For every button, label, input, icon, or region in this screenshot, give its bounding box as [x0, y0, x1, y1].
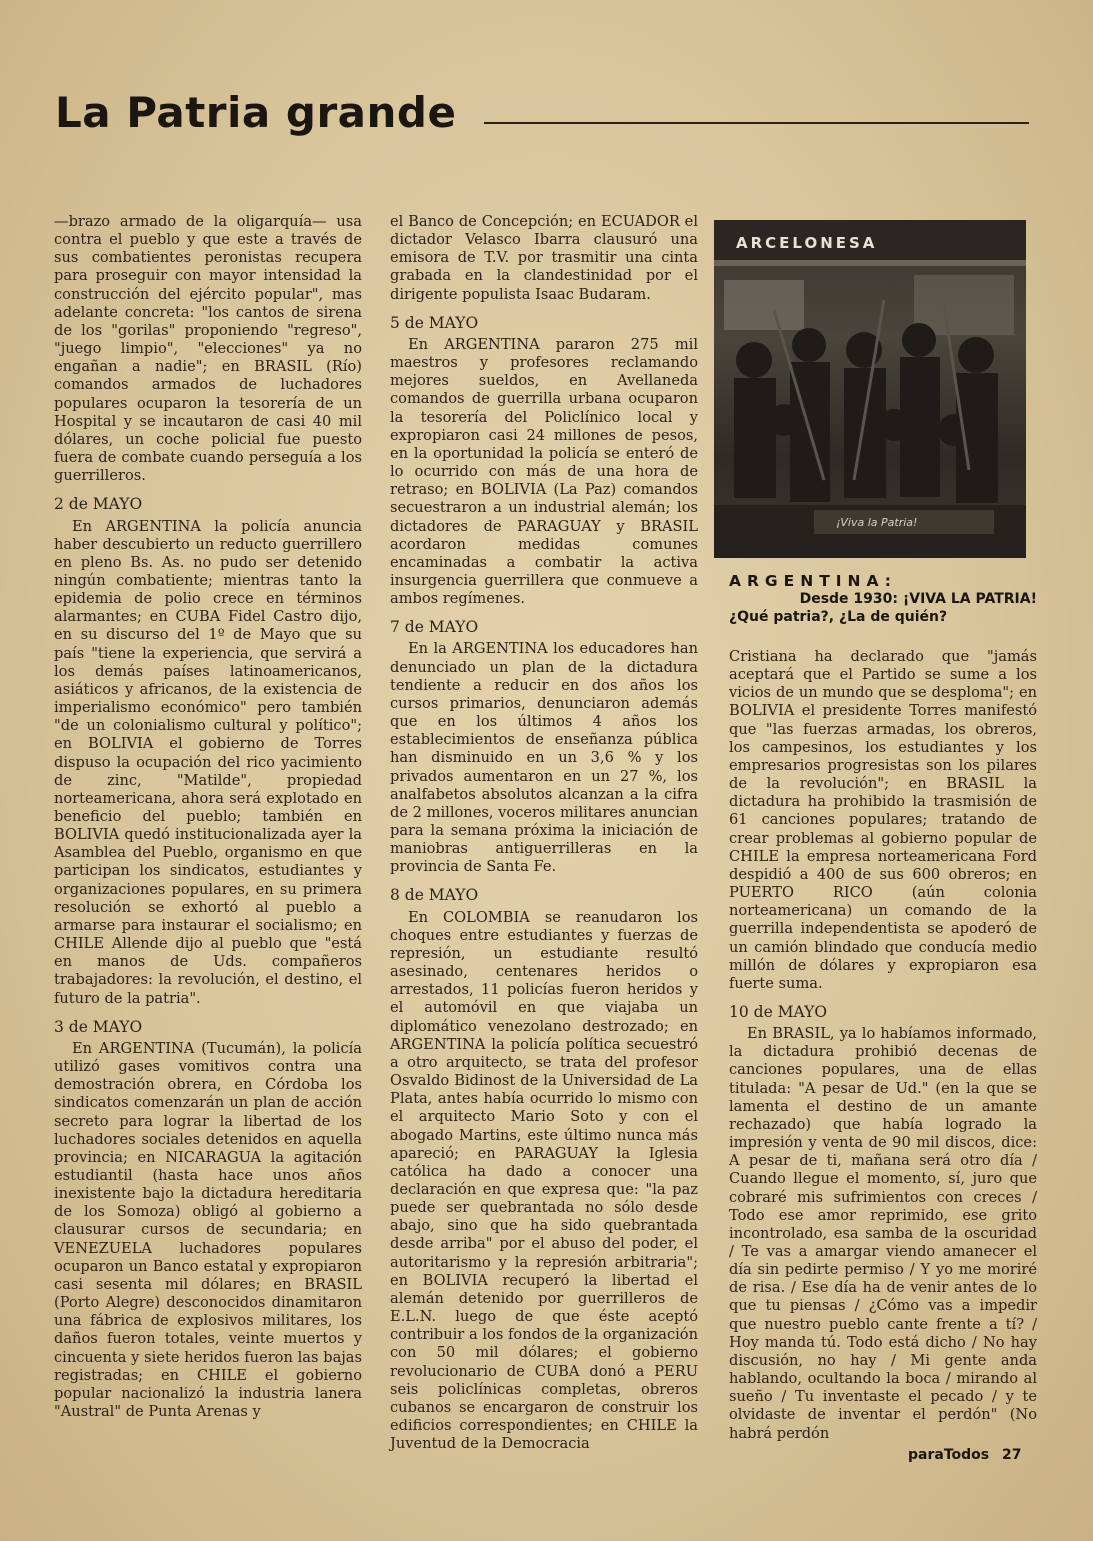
paragraph: Cristiana ha declarado que "jamás aceptará que el Partido se sume a los vicios de un mundo que se desploma"; en BOLIVIA el presidente Torres manifestó que "las fuerzas armadas, los obreros, los campesinos, los estudiantes y los empresarios progresistas son los pilares de la revolución"; en BRASIL la dictadura ha prohibido la trasmisión de 61 canciones populares; tratando de crear problemas al gobierno popular de CHILE la empresa norteamericana Ford despidió a 400 de sus 600 obreros; en PUERTO RICO (aún colonia norteamericana) un comando de la guerrilla independentista se apoderó de un camión blindado que conducía medio millón de dólares y expropiaron esa fuerte suma. [729, 648, 1037, 992]
magazine-name: paraTodos [908, 1447, 990, 1463]
news-photo [714, 220, 1026, 558]
article-column-1 [54, 213, 362, 1421]
photo-banner-text: ¡Viva la Patria! [836, 516, 918, 529]
paragraph: En ARGENTINA (Tucumán), la policía utilizó gases vomitivos contra una demostración obrera, en Córdoba los sindicatos comenzarán un plan de acción secreto para lograr la libertad de los luchadores sociales detenidos en aquella provincia; en NICARAGUA la agitación estudiantil (hasta hace unos años inexistente bajo la dictadura hereditaria de los Somoza) obligó al gobierno a clausurar cursos de secundaria; en VENEZUELA luchadores populares ocuparon un Banco estatal y expropiaron casi sesenta mil dólares; en BRASIL (Porto Alegre) desconocidos dinamitaron una fábrica de explosivos militares, los daños fueron totales, veinte muertos y cincuenta y siete heridos fueron las bajas registradas; en CHILE el gobierno popular nacionalizó la industria lanera "Austral" de Punta Arenas y [54, 1039, 362, 1420]
date-heading: 3 de MAYO [54, 1017, 143, 1036]
photo-sign-text: ARCELONESA [736, 234, 878, 252]
date-heading: 5 de MAYO [390, 313, 479, 332]
paragraph: En ARGENTINA la policía anuncia haber descubierto un reducto guerrillero en pleno Bs. As. no pudo ser detenido ningún combatiente; mientras tanto la epidemia de polio crece en términos alarmantes; en CUBA Fidel Castro dijo, en su discurso del 1º de Mayo que su país "tiene la experiencia, que servirá a los demás países latinoamericanos, asiáticos y africanos, de la existencia de imperialismo económico" pero también "de un colonialismo cultural y político"; en BOLIVIA el gobierno de Torres dispuso la ocupación del rico yacimiento de zinc, "Matilde", propiedad norteamericana, ahora será explotado en beneficio del pueblo; también en BOLIVIA quedó institucionalizada ayer la Asamblea del Pueblo, organismo en que participan los sindicatos, estudiantes y organizaciones populares, en su primera resolución se exhortó al pueblo a armarse para instaurar el socialismo; en CHILE Allende dijo al pueblo que "está en manos de Uds. compañeros trabajadores: la revolución, el destino, el futuro de la patria". [54, 517, 362, 1007]
date-heading: 7 de MAYO [390, 618, 479, 637]
page-number: 27 [1001, 1447, 1022, 1463]
paragraph: En BRASIL, ya lo habíamos informado, la dictadura prohibió decenas de canciones populares, una de ellas titulada: "A pesar de Ud." (en la que se lamenta el destino de un amante rechazado) que había logrado la impresión y venta de 90 mil discos, dice: A pesar de ti, mañana será otro día / Cuando llegue el momento, sí, juro que cobraré mis sufrimientos con creces / Todo ese amor reprimido, ese grito incontrolado, esa samba de la oscuridad / Te vas a amargar viendo amanecer el día sin pedirte permiso / Y yo me moriré de risa. / Ese día ha de venir antes de lo que tu piensas / ¿Cómo vas a impedir que nuestro pueblo cante frente a tí? / Hoy manda tú. Todo está dicho / No hay discusión, no hay / Mi gente anda hablando, ocultando la boca / mirando al sueño / Tu inventaste el pecado / y te olvidaste de inventar el perdón" (No habrá perdón [729, 1025, 1037, 1442]
paragraph: En ARGENTINA pararon 275 mil maestros y profesores reclamando mejores sueldos, en Avellaneda comandos de guerrilla urbana ocuparon la tesorería del Policlínico local y expropiaron casi 24 millones de pesos, en la oportunidad la policía se enteró de lo ocurrido con más de una hora de retraso; en BOLIVIA (La Paz) comandos secuestraron a un industrial alemán; los dictadores de PARAGUAY y BRASIL acordaron medidas comunes encaminadas a combatir la activa insurgencia guerrillera que conmueve a ambos regímenes. [390, 335, 698, 608]
caption-country: ARGENTINA: [729, 572, 898, 590]
photo-caption [729, 572, 1037, 626]
caption-line-2: ¿Qué patria?, ¿La de quién? [729, 609, 948, 625]
paragraph: En la ARGENTINA los educadores han denunciado un plan de la dictadura tendiente a reducir en dos años los cursos primarios, denunciaron además que en los últimos 4 años los establecimientos de enseñanza pública han disminuido en un 3,6 % y los privados aumentaron en un 27 %, los analfabetos absolutos alcanzan a la cifra de 2 millones, voceros militares anuncian para la semana próxima la iniciación de maniobras antiguerrilleras en la provincia de Santa Fe. [390, 640, 698, 876]
date-heading: 2 de MAYO [54, 495, 143, 514]
paragraph: En COLOMBIA se reanudaron los choques entre estudiantes y fuerzas de represión, un estudiante resultó asesinado, centenares heridos o arrestados, 11 policías fueron heridos y el automóvil en que viajaba un diplomático venezolano destrozado; en ARGENTINA la policía política secuestró a otro arquitecto, se trata del profesor Osvaldo Bidinost de la Universidad de La Plata, antes había ocurrido lo mismo con el arquitecto Mario Soto y con el abogado Martins, este último nunca más apareció; en PARAGUAY la Iglesia católica ha dado a conocer una declaración en que expresa que: "la paz puede ser quebrantada no sólo desde abajo, sino que ha sido quebrantada desde arriba" por el abuso del poder, el autoritarismo y la represión arbitraria"; en BOLIVIA recuperó la libertad el alemán detenido por guerrilleros de E.L.N. luego de que éste aceptó contribuir a los fondos de la organización con 50 mil dólares; el gobierno revolucionario de CUBA donó a PERU seis policlínicas completas, obreros cubanos se encargaron de construir los edificios correspondientes; en CHILE la Juventud de la Democracia [390, 908, 698, 1453]
date-heading: 8 de MAYO [390, 886, 479, 905]
page-footer [908, 1447, 1029, 1463]
title-rule [484, 122, 1029, 124]
paragraph: —brazo armado de la oligarquía— usa contra el pueblo y que este a través de sus combatientes peronistas recupera para proseguir con mayor intensidad la construcción del ejército popular", mas adelante concreta: "los cantos de sirena de los "gorilas" proponiendo "regreso", "juego limpio", "elecciones" ya no engañan a nadie"; en BRASIL (Río) comandos armados de luchadores populares ocuparon la tesorería de un Hospital y se incautaron de casi 40 mil dólares, un coche policial fue puesto fuera de combate cuando perseguía a los guerrilleros. [54, 213, 362, 485]
article-column-3 [729, 648, 1037, 1443]
article-column-2 [390, 213, 698, 1453]
page-title: La Patria grande [55, 88, 457, 137]
date-heading: 10 de MAYO [729, 1002, 828, 1021]
paragraph: el Banco de Concepción; en ECUADOR el dictador Velasco Ibarra clausuró una emisora de T.V. por trasmitir una cinta grabada en la clandestinidad por el dirigente populista Isaac Budaram. [390, 213, 698, 303]
photo-crowd-illustration [714, 220, 1026, 558]
caption-line-1: Desde 1930: ¡VIVA LA PATRIA! [799, 591, 1037, 607]
